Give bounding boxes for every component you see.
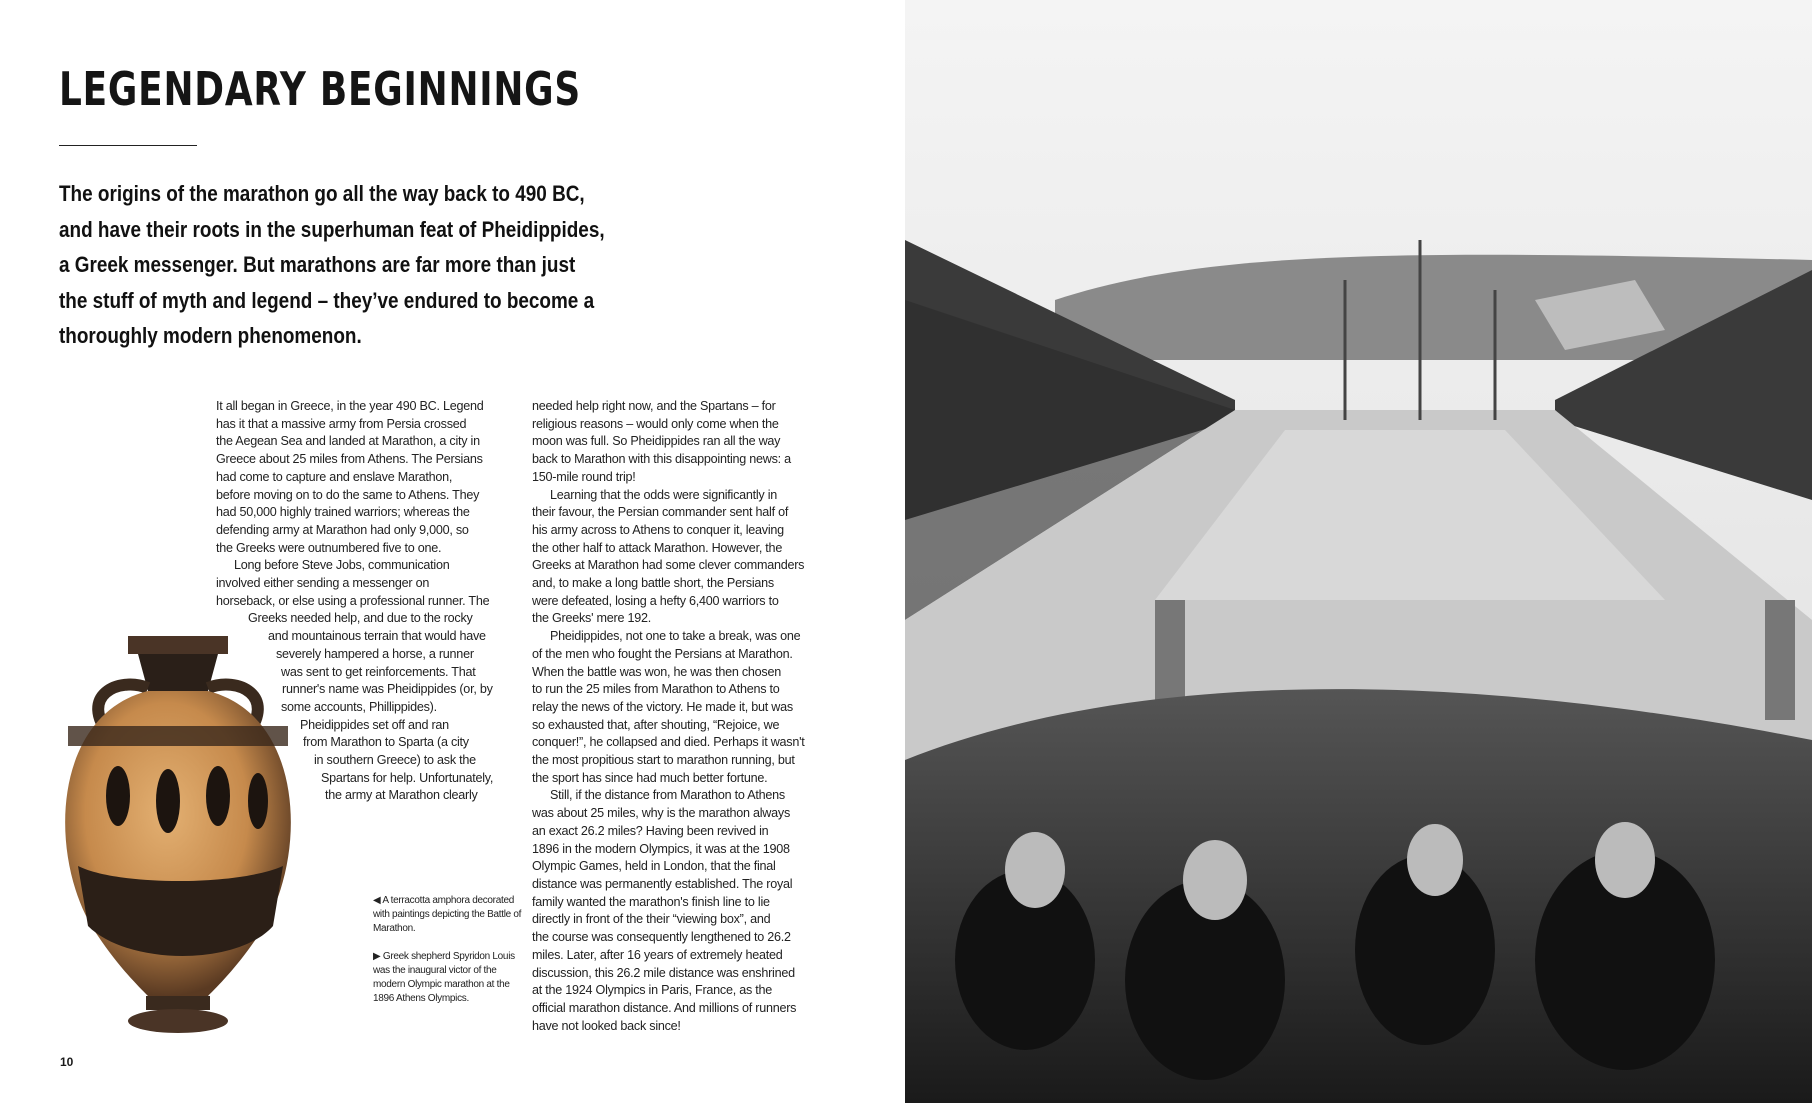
body-column-2 xyxy=(532,398,805,1035)
body-text-line: runner's name was Pheidippides (or, by xyxy=(282,682,493,697)
stadium-photo xyxy=(905,0,1812,1103)
body-text-line: Olympic Games, held in London, that the final xyxy=(532,859,776,874)
body-text-line: Pheidippides set off and ran xyxy=(300,717,449,732)
body-text-line: miles. Later, after 16 years of extremely heated xyxy=(532,947,783,962)
body-text-line: Still, if the distance from Marathon to Athens xyxy=(550,788,785,803)
body-text-line: in southern Greece) to ask the xyxy=(314,753,476,768)
body-text-line: horseback, or else using a professional runner. The xyxy=(216,593,490,608)
body-text-line: had 50,000 highly trained warriors; whereas the xyxy=(216,505,470,520)
left-arrow-icon: ◀ xyxy=(373,895,381,906)
body-text-line: the most propitious start to marathon running, but xyxy=(532,753,795,768)
body-text-line: back to Marathon with this disappointing news: a xyxy=(532,452,791,467)
body-text-line: the other half to attack Marathon. However, the xyxy=(532,540,783,555)
body-text-line: severely hampered a horse, a runner xyxy=(276,646,474,661)
image-captions xyxy=(373,894,523,1020)
body-text-line: were defeated, losing a hefty 6,400 warriors to xyxy=(532,593,779,608)
body-text-line: Spartans for help. Unfortunately, xyxy=(321,770,494,785)
left-page xyxy=(0,0,905,1103)
body-text-line: the Greeks' mere 192. xyxy=(532,611,651,626)
body-text-line: discussion, this 26.2 mile distance was enshrined xyxy=(532,965,795,980)
body-text-line: so exhausted that, after shouting, “Rejoice, we xyxy=(532,717,780,732)
body-text-line: moon was full. So Pheidippides ran all the way xyxy=(532,434,781,449)
intro-line: a Greek messenger. But marathons are far more than just xyxy=(59,252,576,277)
body-text-line: Long before Steve Jobs, communication xyxy=(234,558,450,573)
page-number: 10 xyxy=(60,1055,74,1069)
body-text-line: religious reasons – would only come when the xyxy=(532,416,779,431)
body-text-line: conquer!”, he collapsed and died. Perhaps it wasn't xyxy=(532,735,805,750)
body-text-line: 1896 in the modern Olympics, it was at the 1908 xyxy=(532,841,790,856)
body-text-line: at the 1924 Olympics in Paris, France, as the xyxy=(532,983,773,998)
body-text-line: Learning that the odds were significantly in xyxy=(550,487,778,502)
body-text-line: Pheidippides, not one to take a break, was one xyxy=(550,629,801,644)
intro-line: the stuff of myth and legend – they’ve endured to become a xyxy=(59,287,595,313)
intro-line: and have their roots in the superhuman feat of Pheidippides, xyxy=(59,216,605,242)
body-text-line: Greeks needed help, and due to the rocky xyxy=(248,611,473,626)
body-text-line: relay the news of the victory. He made it, but was xyxy=(532,699,793,714)
body-text-line: Greece about 25 miles from Athens. The Persians xyxy=(216,452,483,467)
body-text-line: Greeks at Marathon had some clever commanders xyxy=(532,558,805,573)
body-text-line: defending army at Marathon had only 9,000, so xyxy=(216,522,469,537)
body-text-line: the army at Marathon clearly xyxy=(325,788,478,803)
intro-line: thoroughly modern phenomenon. xyxy=(59,323,362,348)
caption-spyridon xyxy=(373,950,523,1006)
amphora-image xyxy=(58,636,318,1036)
body-text-line: the course was consequently lengthened to 26.2 xyxy=(532,930,791,945)
body-text-line: an exact 26.2 miles? Having been revived in xyxy=(532,823,769,838)
body-text-line: to run the 25 miles from Marathon to Athens to xyxy=(532,682,780,697)
body-text-line: and, to make a long battle short, the Persians xyxy=(532,576,774,591)
title-divider xyxy=(59,145,197,146)
body-text-line: It all began in Greece, in the year 490 BC. Legend xyxy=(216,399,484,413)
body-text-line: has it that a massive army from Persia crossed xyxy=(216,416,467,431)
body-text-line: before moving on to do the same to Athens. They xyxy=(216,487,480,502)
intro-paragraph xyxy=(59,176,693,354)
right-arrow-icon: ▶ xyxy=(373,951,381,962)
body-text-line: family wanted the marathon's finish line to lie xyxy=(532,894,770,909)
body-text-line: and mountainous terrain that would have xyxy=(268,629,486,644)
body-text-line: have not looked back since! xyxy=(532,1018,681,1033)
body-text-line: was sent to get reinforcements. That xyxy=(281,664,476,679)
caption-amphora-text: A terracotta amphora decorated with paintings depicting the Battle of Marathon. xyxy=(373,895,522,934)
caption-spyridon-text: Greek shepherd Spyridon Louis was the inaugural victor of the modern Olympic marathon at the 1896 Athens Olympics. xyxy=(373,951,515,1004)
body-text-line: the Greeks were outnumbered five to one. xyxy=(216,540,442,555)
page-title: LEGENDARY BEGINNINGS xyxy=(59,62,582,116)
caption-amphora xyxy=(373,894,523,936)
body-text-line: some accounts, Phillippides). xyxy=(281,699,437,714)
body-text-line: from Marathon to Sparta (a city xyxy=(303,735,469,750)
intro-line: The origins of the marathon go all the way back to 490 BC, xyxy=(59,181,585,206)
body-text-line: distance was permanently established. The royal xyxy=(532,876,793,891)
body-text-line: was about 25 miles, why is the marathon always xyxy=(532,806,790,821)
body-text-line: his army across to Athens to conquer it, leaving xyxy=(532,522,784,537)
body-text-line: When the battle was won, he was then chosen xyxy=(532,664,781,679)
body-text-line: involved either sending a messenger on xyxy=(216,576,430,591)
body-text-line: directly in front of the their “viewing box”, and xyxy=(532,912,771,927)
body-text-line: had come to capture and enslave Marathon, xyxy=(216,469,453,484)
body-text-line: needed help right now, and the Spartans – for xyxy=(532,399,776,413)
body-text-line: of the men who fought the Persians at Marathon. xyxy=(532,646,793,661)
body-text-line: their favour, the Persian commander sent half of xyxy=(532,505,789,520)
body-text-line: the Aegean Sea and landed at Marathon, a city in xyxy=(216,434,480,449)
body-text-line: 150-mile round trip! xyxy=(532,469,636,484)
body-text-line: official marathon distance. And millions of runners xyxy=(532,1000,797,1015)
body-text-line: the sport has since had much better fortune. xyxy=(532,770,768,785)
